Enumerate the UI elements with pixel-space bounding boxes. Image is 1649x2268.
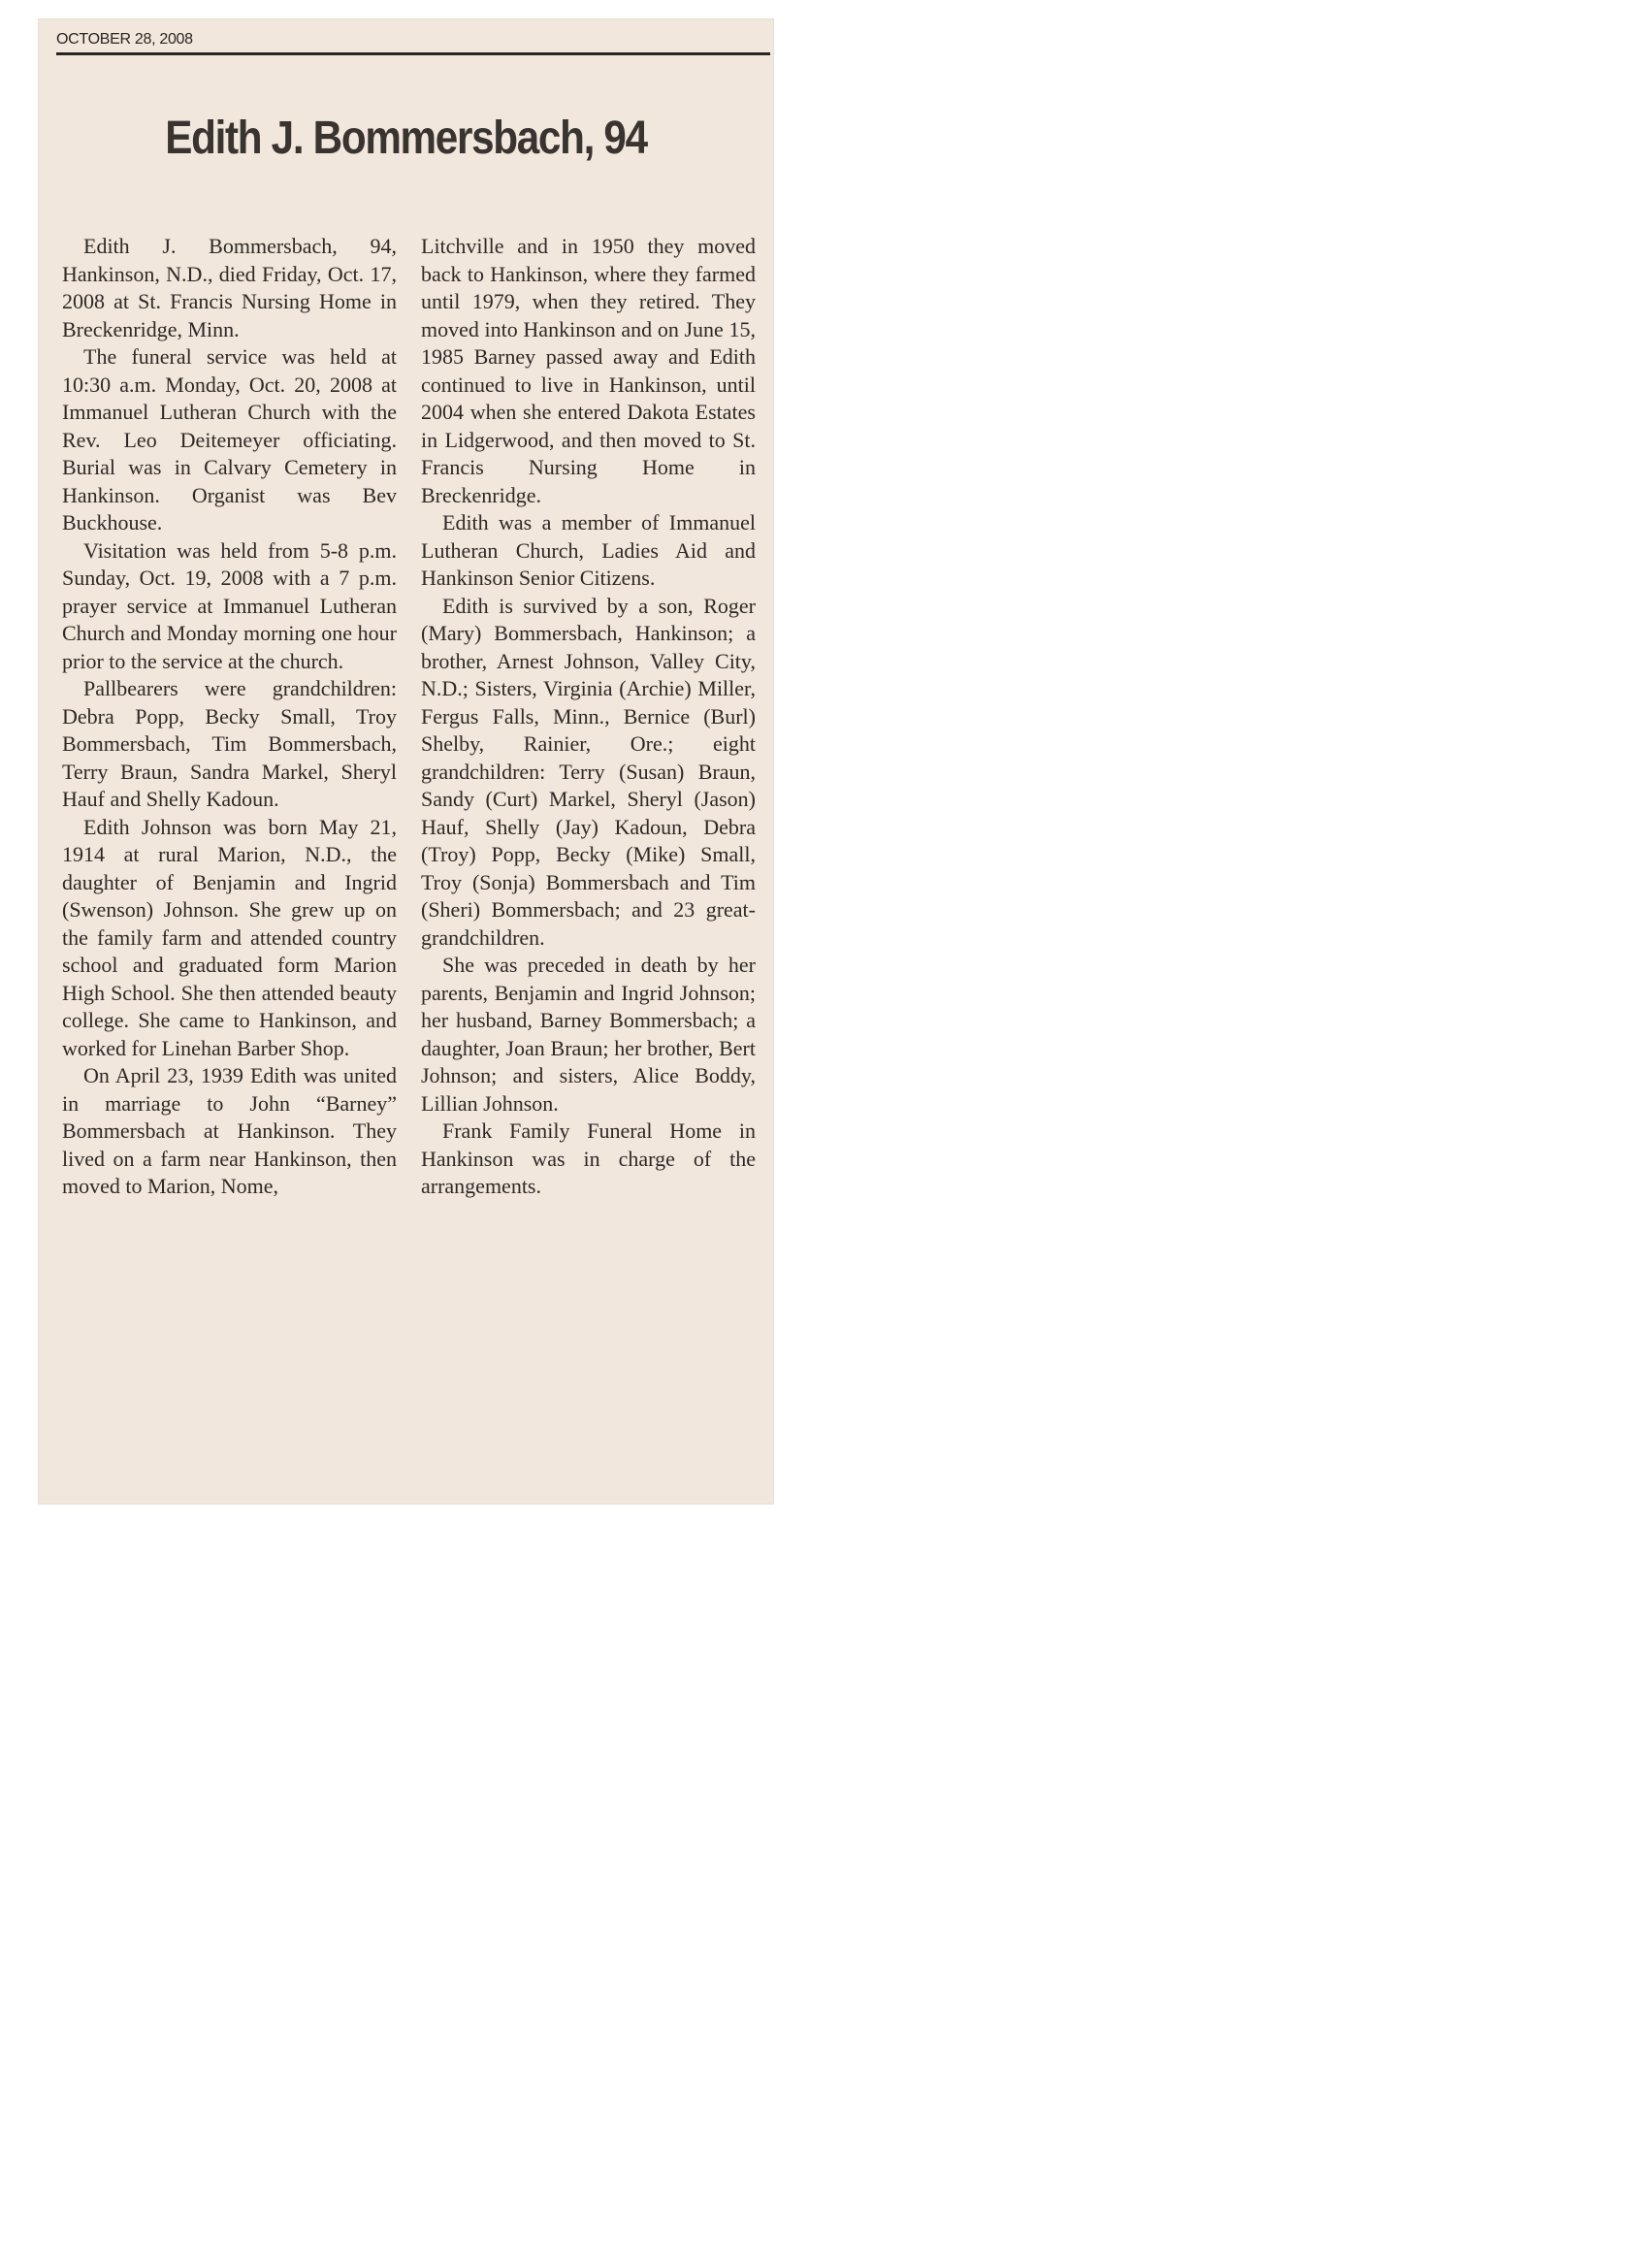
paragraph-pallbearers: Pallbearers were grandchildren: Debra Popp, Becky Small, Troy Bommersbach, Tim Bommersbach, Terry Braun, Sandra Markel, Sheryl Hauf and Shelly Kadoun. [62, 676, 397, 811]
paragraph-death-notice: Edith J. Bommersbach, 94, Hankinson, N.D., died Friday, Oct. 17, 2008 at St. Francis Nursing Home in Breckenridge, Minn. [62, 234, 397, 341]
paragraph-preceded: She was preceded in death by her parents, Benjamin and Ingrid Johnson; her husband, Barney Bommersbach; a daughter, Joan Braun; her brother, Bert Johnson; and sisters, Alice Boddy, Lillian Johnson. [421, 953, 756, 1116]
date-line: OCTOBER 28, 2008 [56, 31, 193, 48]
left-column [62, 233, 397, 1201]
paragraph-memberships: Edith was a member of Immanuel Lutheran Church, Ladies Aid and Hankinson Senior Citizens. [421, 510, 756, 590]
paragraph-funeral-service: The funeral service was held at 10:30 a.m. Monday, Oct. 20, 2008 at Immanuel Lutheran Church with the Rev. Leo Deitemeyer officiating. Burial was in Calvary Cemetery in Hankinson. Organist was Bev Buckhouse. [62, 344, 397, 535]
right-column [421, 233, 756, 1201]
paragraph-arrangements: Frank Family Funeral Home in Hankinson was in charge of the arrangements. [421, 1118, 756, 1198]
paragraph-visitation: Visitation was held from 5-8 p.m. Sunday, Oct. 19, 2008 with a 7 p.m. prayer service at Immanuel Lutheran Church and Monday morning one hour prior to the service at the church. [62, 537, 397, 673]
paragraph-biography: Edith Johnson was born May 21, 1914 at rural Marion, N.D., the daughter of Benjamin and Ingrid (Swenson) Johnson. She grew up on the family farm and attended country school and graduated form Marion High School. She then attended beauty college. She came to Hankinson, and worked for Linehan Barber Shop. [62, 814, 397, 1060]
paragraph-marriage-continued: Litchville and in 1950 they moved back to Hankinson, where they farmed until 1979, when they retired. They moved into Hankinson and on June 15, 1985 Barney passed away and Edith continued to live in Hankinson, until 2004 when she entered Dakota Estates in Lidgerwood, and then moved to St. Francis Nursing Home in Breckenridge. [421, 234, 756, 507]
paragraph-survivors: Edith is survived by a son, Roger (Mary) Bommersbach, Hankinson; a brother, Arnest Johnson, Valley City, N.D.; Sisters, Virginia (Archie) Miller, Fergus Falls, Minn., Bernice (Burl) Shelby, Rainier, Ore.; eight grandchildren: Terry (Susan) Braun, Sandy (Curt) Markel, Sheryl (Jason) Hauf, Shelly (Jay) Kadoun, Debra (Troy) Popp, Becky (Mike) Small, Troy (Sonja) Bommersbach and Tim (Sheri) Bommersbach; and 23 great-grandchildren. [421, 593, 756, 950]
header-rule [56, 52, 770, 55]
newspaper-clipping [39, 19, 773, 1504]
paragraph-marriage: On April 23, 1939 Edith was united in marriage to John “Barney” Bommersbach at Hankinson. They lived on a farm near Hankinson, then moved to Marion, Nome, [62, 1063, 397, 1198]
obituary-headline: Edith J. Bommersbach, 94 [165, 113, 647, 164]
